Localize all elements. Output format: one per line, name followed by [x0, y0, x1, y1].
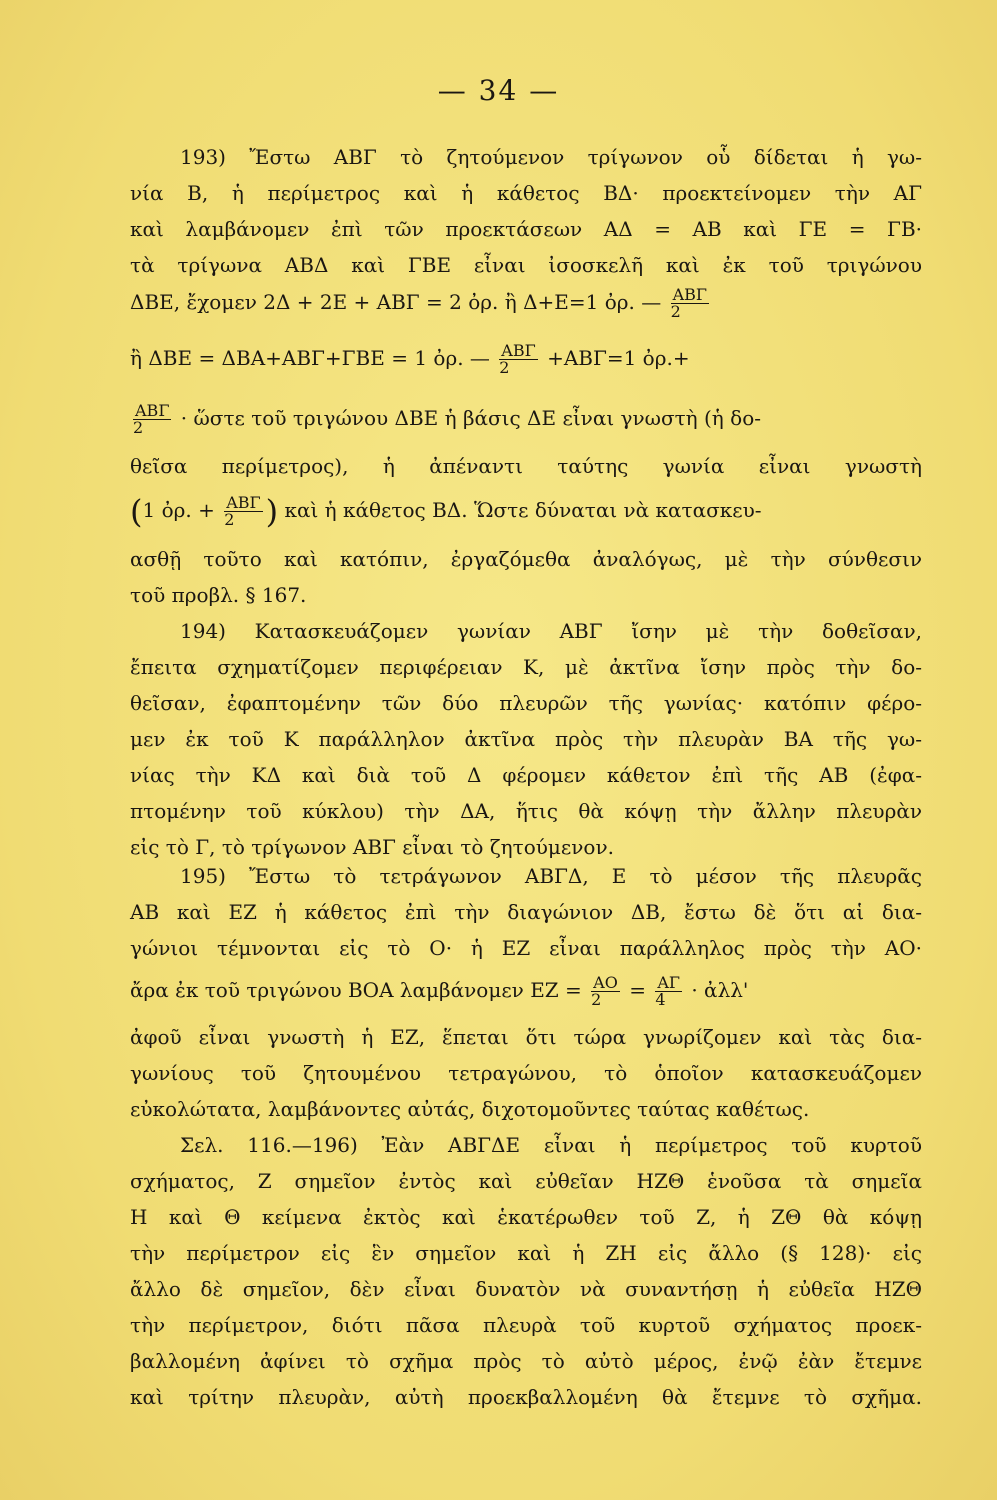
fraction-denominator: 2 [133, 418, 144, 437]
formula-line [130, 403, 922, 436]
text-line: τὴν περίμετρον, διότι πᾶσα πλευρὰ τοῦ κυρτοῦ σχήματος προεκ- [130, 1313, 922, 1337]
text-fragment: · ὥστε τοῦ τριγώνου ΔΒΕ ἡ βάσις ΔΕ εἶναι γνωστὴ (ἡ δο- [180, 406, 761, 430]
fraction [591, 975, 620, 1008]
text-line: τὰ τρίγωνα ΑΒΔ καὶ ΓΒΕ εἶναι ἰσοσκελῆ καὶ ἐκ τοῦ τριγώνου [130, 253, 922, 277]
text-line: καὶ τρίτην πλευρὰν, αὐτὴ προεκβαλλομένη θὰ ἔτεμνε τὸ σχῆμα. [130, 1385, 922, 1409]
fraction-denominator: 2 [670, 302, 681, 321]
text-line: ἀφοῦ εἶναι γνωστὴ ἡ ΕΖ, ἕπεται ὅτι τώρα γνωρίζομεν καὶ τὰς δια- [130, 1025, 922, 1049]
text-fragment: ἢ ΔΒΕ = ΔΒΑ+ΑΒΓ+ΓΒΕ = 1 ὀρ. — [130, 346, 490, 370]
text-line: 193) Ἔστω ΑΒΓ τὸ ζητούμενον τρίγωνον οὗ δίδεται ἡ γω- [180, 145, 922, 169]
text-line: γωνίους τοῦ ζητουμένου τετραγώνου, τὸ ὁποῖον κατασκευάζομεν [130, 1061, 922, 1085]
fraction-numerator: ΑΒΓ [672, 285, 708, 304]
text-line: Η καὶ Θ κείμενα ἐκτὸς καὶ ἑκατέρωθεν τοῦ Ζ, ἡ ΖΘ θὰ κόψῃ [130, 1205, 922, 1229]
fraction [499, 343, 537, 376]
text-line: ΑΒ καὶ ΕΖ ἡ κάθετος ἐπὶ τὴν διαγώνιον ΔΒ, ἔστω δὲ ὅτι αἱ δια- [130, 900, 922, 924]
formula-line [130, 492, 922, 531]
text-line: ἄλλο δὲ σημεῖον, δὲν εἶναι δυνατὸν νὰ συναντήσῃ ἡ εὐθεῖα ΗΖΘ [130, 1277, 922, 1301]
fraction [133, 403, 171, 436]
text-line: 194) Κατασκευάζομεν γωνίαν ΑΒΓ ἴσην μὲ τὴν δοθεῖσαν, [180, 619, 922, 643]
page-number: — 34 — [437, 74, 560, 107]
open-paren: ( [130, 492, 143, 531]
text-line: Σελ. 116.—196) Ἐὰν ΑΒΓΔΕ εἶναι ἡ περίμετρος τοῦ κυρτοῦ [180, 1133, 922, 1157]
formula-line [130, 975, 922, 1008]
text-line: σχήματος, Ζ σημεῖον ἐντὸς καὶ εὐθεῖαν ΗΖΘ ἑνοῦσα τὰ σημεῖα [130, 1169, 922, 1193]
text-line: γώνιοι τέμνονται εἰς τὸ Ο· ἡ ΕΖ εἶναι παράλληλος πρὸς τὴν ΑΟ· [130, 936, 922, 960]
fraction-numerator: ΑΒΓ [226, 493, 261, 512]
fraction-denominator: 2 [591, 990, 602, 1009]
text-fragment: ΔΒΕ, ἔχομεν 2Δ + 2Ε + ΑΒΓ = 2 ὀρ. ἢ Δ+Ε=1 ὀρ. — [130, 290, 662, 314]
text-line: καὶ λαμβάνομεν ἐπὶ τῶν προεκτάσεων ΑΔ = ΑΒ καὶ ΓΕ = ΓΒ· [130, 217, 922, 241]
text-line: ἔπειτα σχηματίζομεν περιφέρειαν Κ, μὲ ἀκτῖνα ἴσην πρὸς τὴν δο- [130, 655, 922, 679]
text-line: 195) Ἔστω τὸ τετράγωνον ΑΒΓΔ, Ε τὸ μέσον τῆς πλευρᾶς [180, 864, 922, 888]
fraction [671, 287, 709, 320]
text-line: τοῦ προβλ. § 167. [130, 583, 307, 607]
fraction-numerator: ΑΟ [593, 973, 618, 992]
text-fragment: +ΑΒΓ=1 ὀρ.+ [547, 346, 690, 370]
text-line: θεῖσαν, ἐφαπτομένην τῶν δύο πλευρῶν τῆς γωνίας· κατόπιν φέρο- [130, 691, 922, 715]
text-fragment: 1 ὀρ. + [142, 498, 215, 522]
fraction-denominator: 2 [499, 358, 510, 377]
fraction-numerator: ΑΒΓ [135, 401, 170, 420]
fraction-denominator: 2 [224, 510, 235, 529]
text-line: βαλλομένη ἀφίνει τὸ σχῆμα πρὸς τὸ αὐτὸ μέρος, ἐνῷ ἐὰν ἔτεμνε [130, 1349, 922, 1373]
fraction-denominator: 4 [655, 990, 666, 1009]
fraction [224, 495, 262, 528]
text-line: ασθῇ τοῦτο καὶ κατόπιν, ἐργαζόμεθα ἀναλόγως, μὲ τὴν σύνθεσιν [130, 547, 922, 571]
text-line: νία Β, ἡ περίμετρος καὶ ἡ κάθετος ΒΔ· προεκτείνομεν τὴν ΑΓ [130, 181, 922, 205]
text-line: θεῖσα περίμετρος), ἡ ἀπέναντι ταύτης γωνία εἶναι γνωστὴ [130, 454, 922, 478]
formula-line [130, 343, 922, 376]
text-line: νίας τὴν ΚΔ καὶ διὰ τοῦ Δ φέρομεν κάθετον ἐπὶ τῆς ΑΒ (ἐφα- [130, 763, 922, 787]
text-fragment: = [629, 978, 646, 1002]
fraction [655, 975, 682, 1008]
text-fragment: καὶ ἡ κάθετος ΒΔ. Ὥστε δύναται νὰ κατασκευ- [284, 498, 762, 522]
formula-line [130, 287, 922, 320]
text-line: πτομένην τοῦ κύκλου) τὴν ΔΑ, ἥτις θὰ κόψῃ τὴν ἄλλην πλευρὰν [130, 799, 922, 823]
text-line: τὴν περίμετρον εἰς ἓν σημεῖον καὶ ἡ ΖΗ εἰς ἄλλο (§ 128)· εἰς [130, 1241, 922, 1265]
text-line: εὐκολώτατα, λαμβάνοντες αὐτάς, διχοτομοῦντες ταύτας καθέτως. [130, 1097, 810, 1121]
fraction-numerator: ΑΒΓ [501, 341, 536, 360]
text-line: εἰς τὸ Γ, τὸ τρίγωνον ΑΒΓ εἶναι τὸ ζητούμενον. [130, 835, 614, 859]
text-line: μεν ἐκ τοῦ Κ παράλληλον ἀκτῖνα πρὸς τὴν πλευρὰν ΒΑ τῆς γω- [130, 727, 922, 751]
text-fragment: ἄρα ἐκ τοῦ τριγώνου ΒΟΑ λαμβάνομεν ΕΖ = [130, 978, 582, 1002]
close-paren: ) [265, 492, 279, 531]
fraction-numerator: ΑΓ [657, 973, 680, 992]
text-fragment: · ἀλλ' [691, 978, 749, 1002]
